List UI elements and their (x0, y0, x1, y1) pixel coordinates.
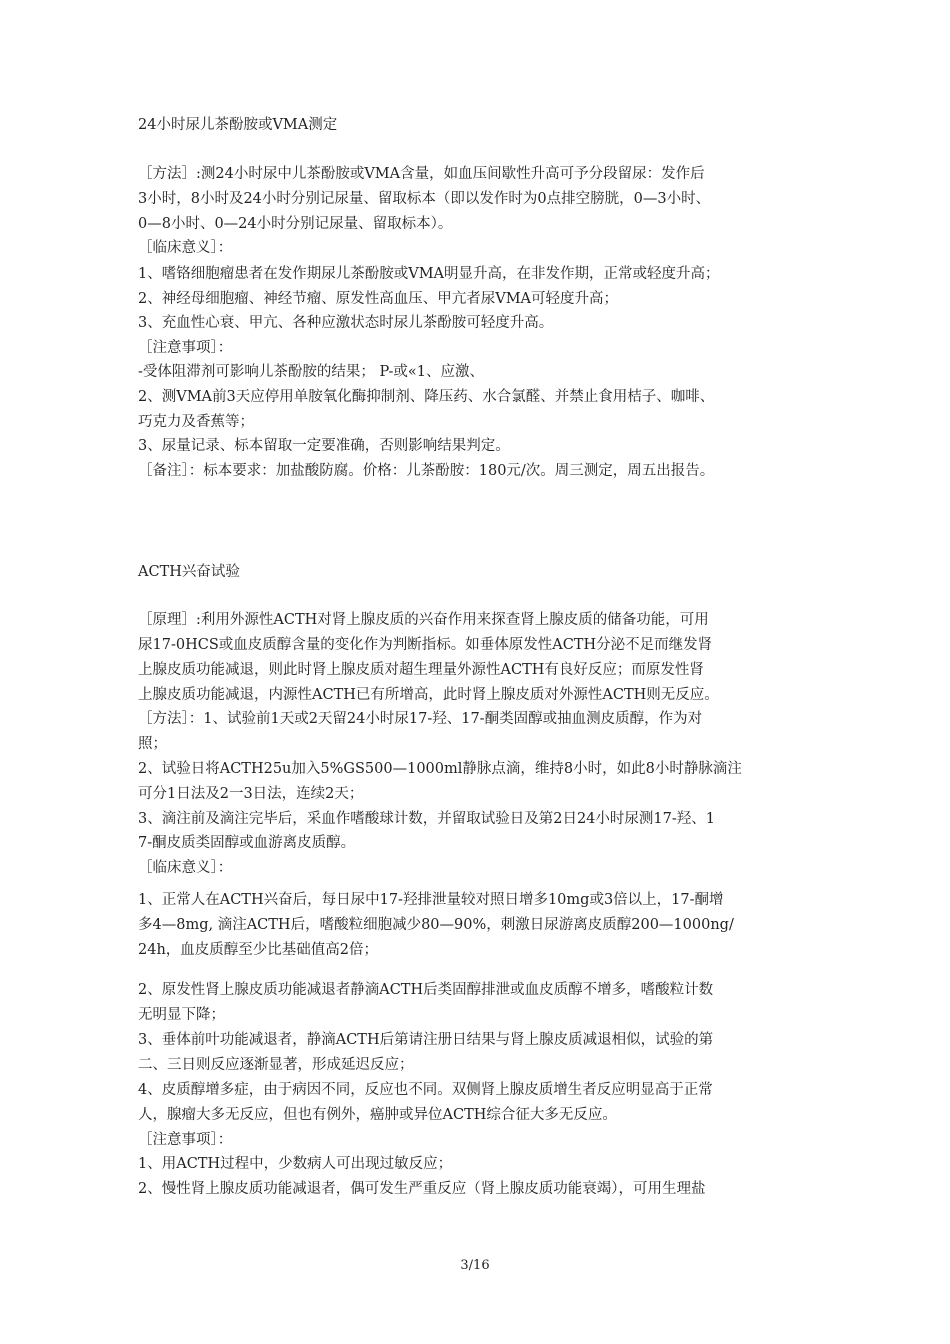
text-line: 3、垂体前叶功能减退者，静滴ACTH后第请注册日结果与肾上腺皮质减退相似，试验的第 (138, 1032, 714, 1048)
text-line: 二、三日则反应逐渐显著，形成延迟反应； (138, 1057, 414, 1073)
text-line: 2、试验日将ACTH25u加入5%GS500—1000ml静脉点滴，维持8小时，如此8小时静脉滴注 (138, 761, 742, 777)
text-line: ［原理］:利用外源性ACTH对肾上腺皮质的兴奋作用来探查肾上腺皮质的储备功能，可用 (138, 612, 709, 628)
text-line: ［注意事项］： (138, 1132, 233, 1148)
text-line: ［方法］:测24小时尿中儿茶酚胺或VMA含量，如血压间歇性升高可予分段留尿：发作后 (138, 166, 705, 182)
text-line: ［临床意义］： (138, 860, 233, 876)
text-line: 3、尿量记录、标本留取一定要准确，否则影响结果判定。 (138, 438, 510, 454)
text-line: 2、神经母细胞瘤、神经节瘤、原发性高血压、甲亢者尿VMA可轻度升高； (138, 291, 619, 307)
text-line: 2、原发性肾上腺皮质功能减退者静滴ACTH后类固醇排泄或血皮质醇不增多，嗜酸粒计数 (138, 982, 714, 998)
text-line: 多4—8mg, 滴注ACTH后，嗜酸粒细胞减少80—90%，刺激日尿游离皮质醇200—1000ng/ (138, 917, 734, 933)
section-title: 24小时尿儿茶酚胺或VMA测定 (138, 117, 338, 133)
page-number: 3/16 (460, 1258, 490, 1273)
text-line: 3、充血性心衰、甲亢、各种应激状态时尿儿茶酚胺可轻度升高。 (138, 315, 554, 331)
text-line: 7-酮皮质类固醇或血游离皮质醇。 (138, 835, 356, 851)
text-line: 1、嗜铬细胞瘤患者在发作期尿儿茶酚胺或VMA明显升高，在非发作期，正常或轻度升高； (138, 266, 720, 282)
text-line: 1、用ACTH过程中，少数病人可出现过敏反应； (138, 1156, 453, 1172)
text-line: 0—8小时、0—24小时分别记尿量、留取标本）。 (138, 216, 453, 232)
text-line: 24h，血皮质醇至少比基础值高2倍； (138, 942, 379, 958)
text-line: -受体阻滞剂可影响儿茶酚胺的结果； P-或«1、应激、 (138, 364, 484, 380)
text-line: 3、滴注前及滴注完毕后，采血作嗜酸球计数，并留取试验日及第2日24小时尿测17-羟、1 (138, 811, 715, 827)
text-line: 无明显下降； (138, 1007, 225, 1023)
text-line: 可分1日法及2一3日法，连续2天； (138, 786, 364, 802)
text-line: ［备注］：标本要求：加盐酸防腐。价格：儿茶酚胺：180元/次。周三测定，周五出报告。 (138, 463, 715, 479)
text-line: 人，腺瘤大多无反应，但也有例外，癌肿或异位ACTH综合征大多无反应。 (138, 1107, 617, 1123)
text-line: 上腺皮质功能减退，内源性ACTH已有所增高，此时肾上腺皮质对外源性ACTH则无反应。 (138, 687, 719, 703)
section-title: ACTH兴奋试验 (138, 564, 240, 580)
text-line: 4、皮质醇增多症，由于病因不同，反应也不同。双侧肾上腺皮质增生者反应明显高于正常 (138, 1082, 713, 1098)
text-line: ［注意事项］： (138, 340, 233, 356)
text-line: 尿17-0HCS或血皮质醇含量的变化作为判断指标。如垂体原发性ACTH分泌不足而继发肾 (138, 637, 713, 653)
text-line: 2、测VMA前3天应停用单胺氧化酶抑制剂、降压药、水合氯醛、并禁止食用桔子、咖啡、 (138, 389, 715, 405)
text-line: 3小时，8小时及24小时分别记尿量、留取标本（即以发作时为0点排空膀胱，0—3小时、 (138, 191, 711, 207)
text-line: 上腺皮质功能减退，则此时肾上腺皮质对超生理量外源性ACTH有良好反应；而原发性肾 (138, 662, 704, 678)
text-line: 1、正常人在ACTH兴奋后，每日尿中17-羟排泄量较对照日增多10mg或3倍以上，17-酮增 (138, 892, 724, 908)
text-line: ［方法］：1、试验前1天或2天留24小时尿17-羟、17-酮类固醇或抽血测皮质醇，作为对 (138, 711, 703, 727)
text-line: 巧克力及香蕉等； (138, 414, 254, 430)
text-line: 2、慢性肾上腺皮质功能减退者，偶可发生严重反应（肾上腺皮质功能衰竭），可用生理盐 (138, 1181, 706, 1197)
text-line: ［临床意义］： (138, 240, 233, 256)
text-line: 照； (138, 736, 167, 752)
